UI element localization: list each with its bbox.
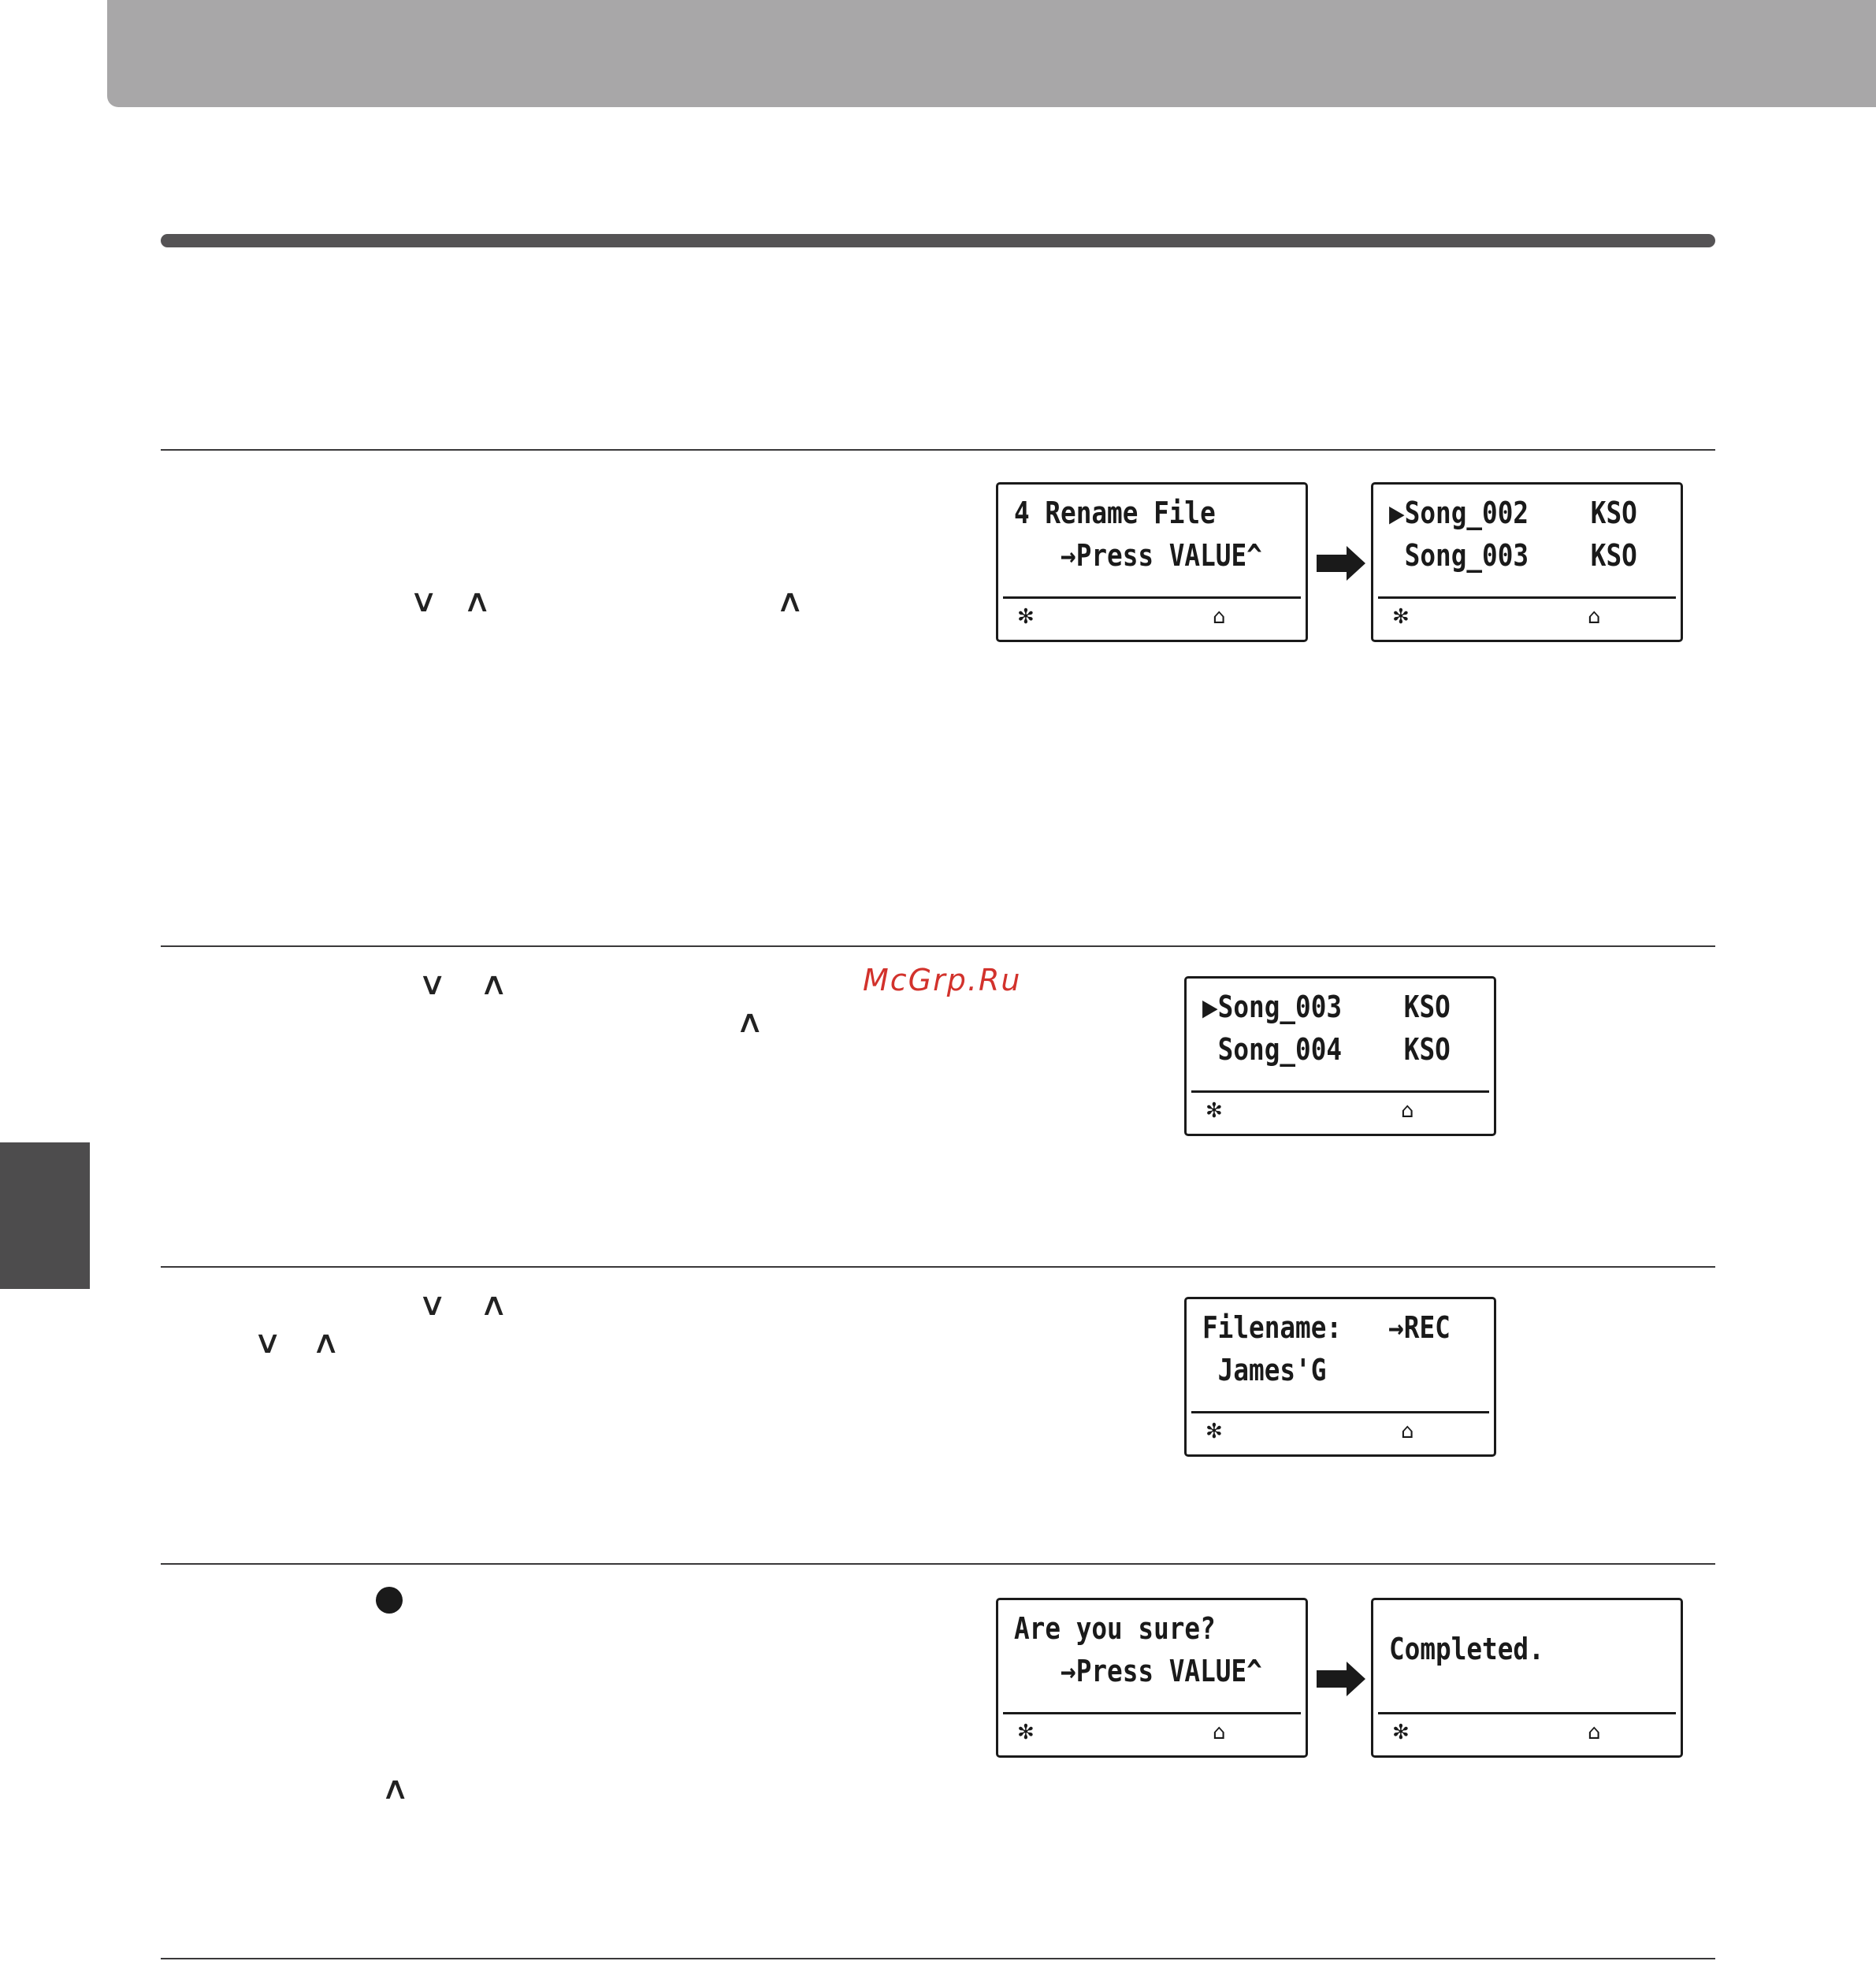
lcd-divider <box>1003 596 1301 599</box>
down-button-glyph: ∨ <box>418 1287 447 1323</box>
lcd-line-1: ▶Song_002 KSO <box>1389 496 1637 530</box>
up-button-glyph: ∧ <box>311 1324 340 1361</box>
section-divider <box>161 1563 1715 1565</box>
lcd-screen-filename <box>1184 1297 1496 1457</box>
bluetooth-icon: ✻ <box>1392 1721 1410 1744</box>
bluetooth-icon: ✻ <box>1017 1721 1035 1744</box>
record-dot-icon <box>376 1587 403 1614</box>
down-button-glyph: ∨ <box>409 583 438 619</box>
up-button-glyph: ∧ <box>479 1287 508 1323</box>
lcd-divider <box>1378 1712 1676 1714</box>
usb-icon: ⌂ <box>1588 605 1601 629</box>
up-button-glyph: ∧ <box>775 583 804 619</box>
lcd-line-1: Are you sure? <box>1014 1611 1216 1646</box>
usb-icon: ⌂ <box>1213 605 1226 629</box>
up-button-glyph: ∧ <box>462 583 492 619</box>
section-divider <box>161 449 1715 451</box>
lcd-line-1: 4 Rename File <box>1014 496 1216 530</box>
lcd-divider <box>1191 1090 1489 1093</box>
section-divider <box>161 1958 1715 1959</box>
lcd-screen-completed <box>1371 1598 1683 1758</box>
down-button-glyph: ∨ <box>253 1324 282 1361</box>
lcd-line-1: Completed. <box>1389 1632 1544 1666</box>
right-arrow-icon <box>1317 546 1365 581</box>
bluetooth-icon: ✻ <box>1205 1099 1223 1123</box>
bluetooth-icon: ✻ <box>1205 1420 1223 1443</box>
lcd-line-2: →Press VALUE^ <box>1014 538 1262 573</box>
up-button-glyph: ∧ <box>735 1004 764 1040</box>
lcd-screen-rename-file <box>996 482 1308 642</box>
lcd-line-2: Song_004 KSO <box>1202 1032 1451 1067</box>
header-bar <box>107 0 1876 107</box>
down-button-glyph: ∨ <box>418 966 447 1002</box>
lcd-screen-song-list <box>1184 976 1496 1136</box>
lcd-divider <box>1003 1712 1301 1714</box>
usb-icon: ⌂ <box>1213 1721 1226 1744</box>
usb-icon: ⌂ <box>1588 1721 1601 1744</box>
lcd-line-2: James'G <box>1202 1353 1327 1387</box>
lcd-screen-confirm <box>996 1598 1308 1758</box>
bluetooth-icon: ✻ <box>1392 605 1410 629</box>
lcd-line-1: Filename: →REC <box>1202 1310 1451 1345</box>
usb-icon: ⌂ <box>1401 1099 1414 1123</box>
bluetooth-icon: ✻ <box>1017 605 1035 629</box>
lcd-line-1: ▶Song_003 KSO <box>1202 990 1451 1024</box>
lcd-screen-song-list <box>1371 482 1683 642</box>
title-rule <box>161 234 1715 247</box>
up-button-glyph: ∧ <box>381 1770 410 1807</box>
watermark: McGrp.Ru <box>863 963 1022 997</box>
section-divider <box>161 945 1715 947</box>
lcd-line-2: Song_003 KSO <box>1389 538 1637 573</box>
usb-icon: ⌂ <box>1401 1420 1414 1443</box>
chapter-tab <box>0 1142 90 1289</box>
section-divider <box>161 1266 1715 1268</box>
lcd-divider <box>1191 1411 1489 1413</box>
up-button-glyph: ∧ <box>479 966 508 1002</box>
lcd-divider <box>1378 596 1676 599</box>
lcd-line-2: →Press VALUE^ <box>1014 1654 1262 1688</box>
right-arrow-icon <box>1317 1662 1365 1696</box>
